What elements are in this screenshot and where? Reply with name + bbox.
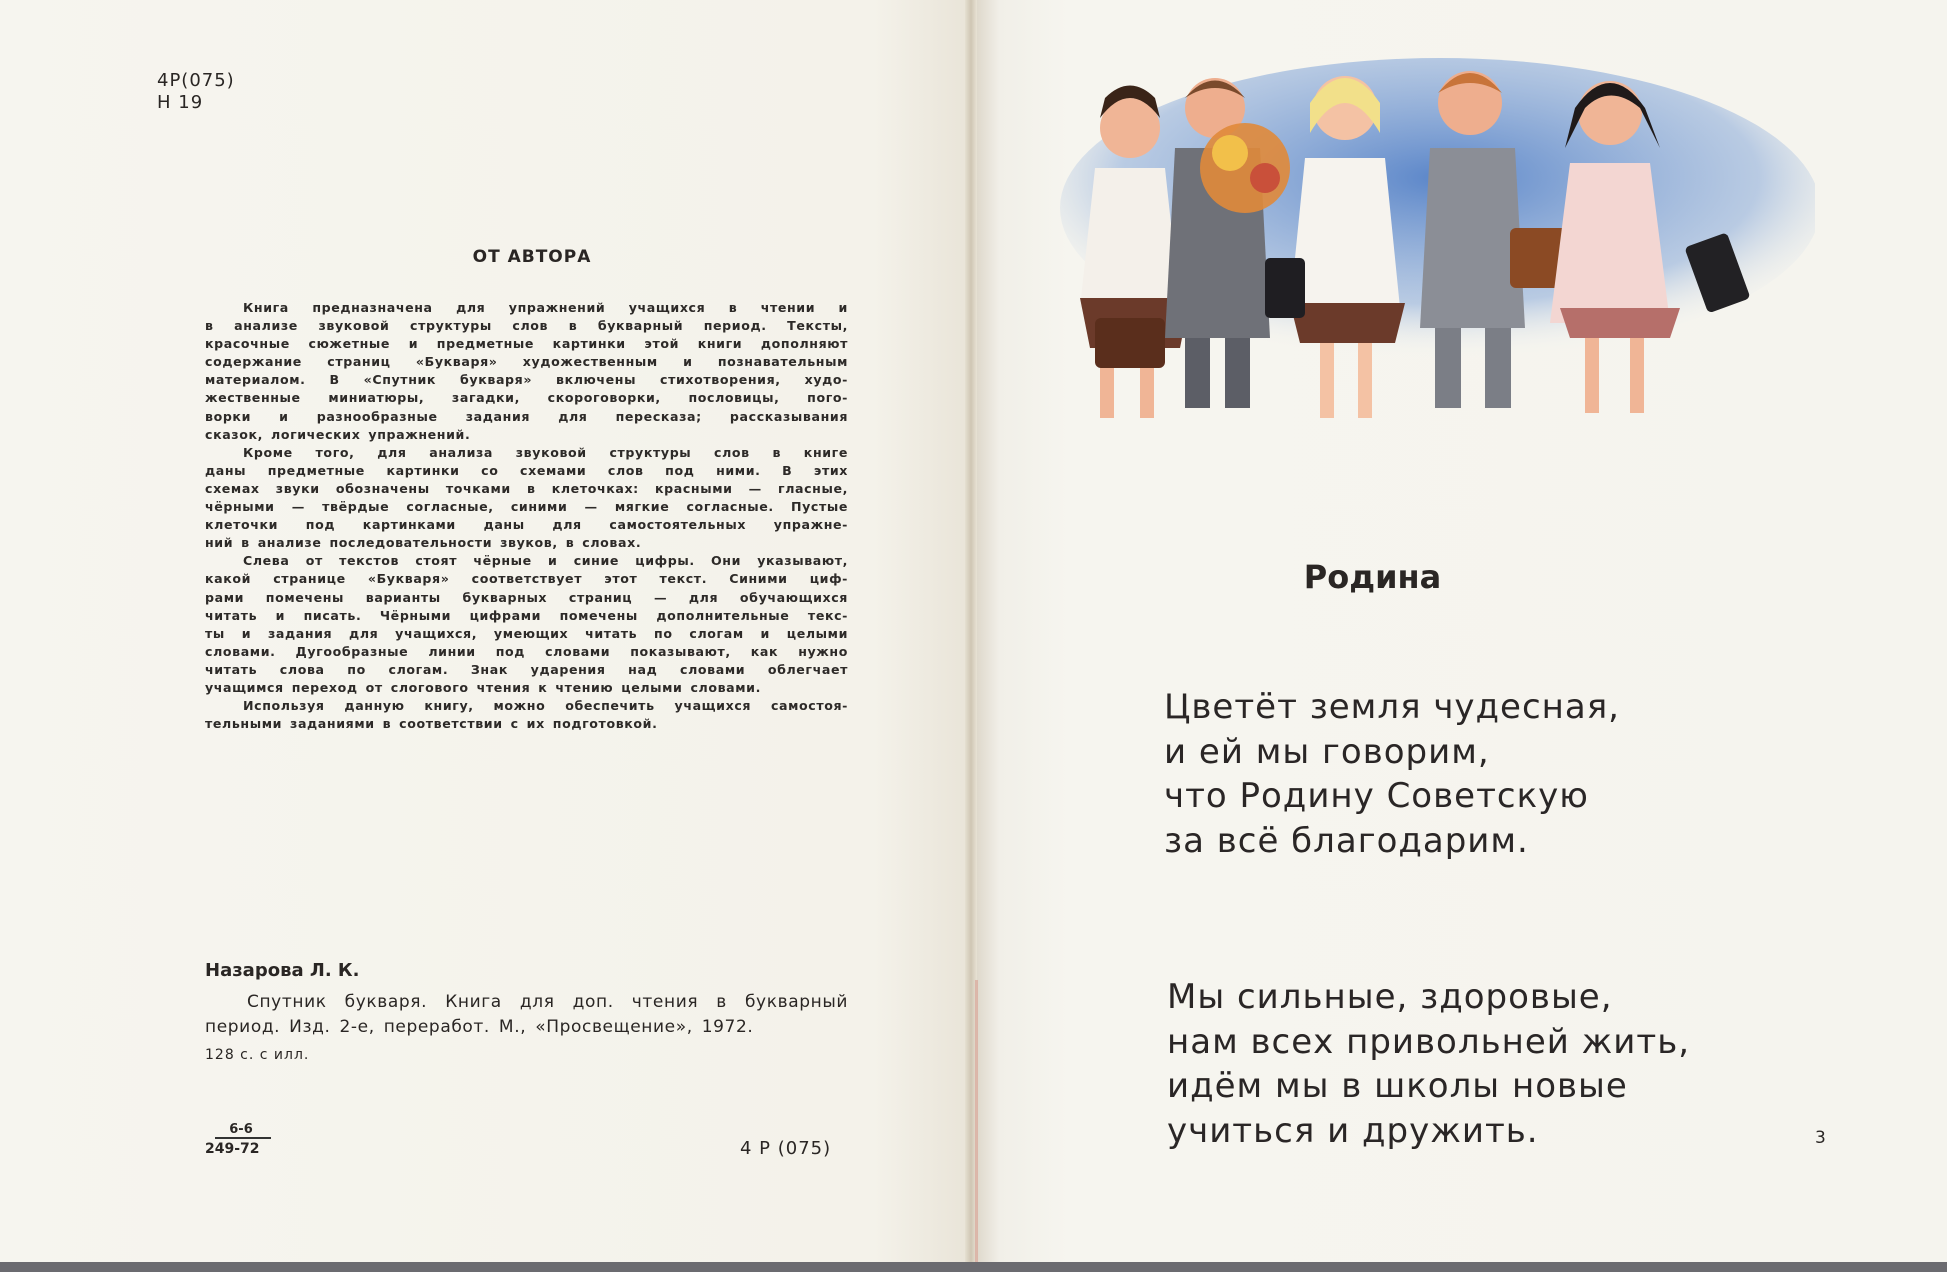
preface-line: словами. Дугообразные линии под словами показывают, как нужно [205, 643, 848, 659]
preface-line: какой странице «Букваря» соответствует этот текст. Синими циф- [205, 571, 848, 587]
poem-line: за всё благодарим. [1164, 820, 1529, 861]
page-edge [975, 980, 978, 1262]
scanner-edge [0, 1262, 1947, 1272]
preface-line: Используя данную книгу, можно обеспечить учащихся самостоя- [243, 698, 848, 714]
preface-line: тельными заданиями в соответствии с их подготовкой. [205, 716, 658, 732]
preface-line: схемах звуки обозначены точками в клеточках: красными — гласные, [205, 480, 848, 496]
preface-line: содержание страниц «Букваря» художественным и познавательным [205, 354, 848, 370]
bibliographic-citation [205, 990, 848, 1040]
poem-stanza-1 [1164, 685, 1620, 863]
preface-line: ний в анализе последовательности звуков, в словах. [205, 535, 642, 551]
preface-line: в анализе звуковой структуры слов в букварный период. Тексты, [205, 318, 848, 334]
poem-line: Цветёт земля чудесная, [1164, 687, 1620, 727]
poem-line: идём мы в школы новые [1167, 1066, 1628, 1106]
poem-line: и ей мы говорим, [1164, 731, 1490, 772]
catalog-code-line: H 19 [157, 92, 204, 113]
poem-title: Родина [1303, 558, 1442, 596]
poem-line: нам всех привольней жить, [1167, 1021, 1691, 1062]
page-number: 3 [1815, 1128, 1826, 1148]
catalog-code [157, 70, 235, 114]
preface-line: даны предметные картинки со схемами слов под ними. В этих [205, 462, 848, 478]
preface-line: рами помечены варианты букварных страниц — для обучающихся [205, 589, 848, 605]
poem-line: учиться и дружить. [1167, 1110, 1539, 1151]
poem-line: Мы сильные, здоровые, [1167, 977, 1613, 1017]
citation-line: Спутник букваря. Книга для доп. чтения в букварный [247, 992, 848, 1012]
preface-line: чёрными — твёрдые согласные, синими — мягкие согласные. Пустые [205, 499, 848, 515]
page-count: 128 с. с илл. [205, 1047, 310, 1063]
preface-line: сказок, логических упражнений. [205, 426, 471, 442]
classification-code: 4 Р (075) [740, 1138, 832, 1159]
index-fraction-top: 6-6 [215, 1122, 271, 1139]
citation-line: период. Изд. 2-е, переработ. М., «Просвещение», 1972. [205, 1017, 754, 1037]
preface-line: красочные сюжетные и предметные картинки этой книги дополняют [205, 336, 848, 352]
preface-line: читать и писать. Чёрными цифрами помечены дополнительные текс- [205, 607, 848, 623]
preface-line: жественные миниатюры, загадки, скороговорки, пословицы, пого- [205, 390, 848, 406]
preface-line: Кроме того, для анализа звуковой структуры слов в книге [243, 444, 848, 460]
preface-line: читать слова по слогам. Знак ударения над словами облегчает [205, 661, 848, 677]
poem-line: что Родину Советскую [1164, 776, 1589, 816]
poem-stanza-2 [1167, 975, 1690, 1153]
preface-line: Книга предназначена для упражнений учащихся в чтении и [243, 300, 848, 315]
index-fraction-bottom: 249-72 [205, 1141, 260, 1157]
preface-line: материалом. В «Спутник букваря» включены стихотворения, худо- [205, 372, 848, 388]
author-name: Назарова Л. К. [205, 960, 360, 981]
preface-line: ты и задания для учащихся, умеющих читать по слогам и целыми [205, 625, 848, 641]
preface-line: ворки и разнообразные задания для пересказа; рассказывания [205, 408, 848, 424]
children-illustration [1040, 58, 1815, 453]
preface-title: ОТ АВТОРА [472, 247, 592, 267]
preface-line: учащимся переход от слогового чтения к чтению целыми словами. [205, 679, 761, 695]
catalog-code-line: 4P(075) [157, 70, 235, 91]
preface-line: Слева от текстов стоят чёрные и синие цифры. Они указывают, [243, 553, 848, 569]
preface-line: клеточки под картинками даны для самостоятельных упражне- [205, 517, 848, 533]
preface-text [205, 299, 848, 733]
